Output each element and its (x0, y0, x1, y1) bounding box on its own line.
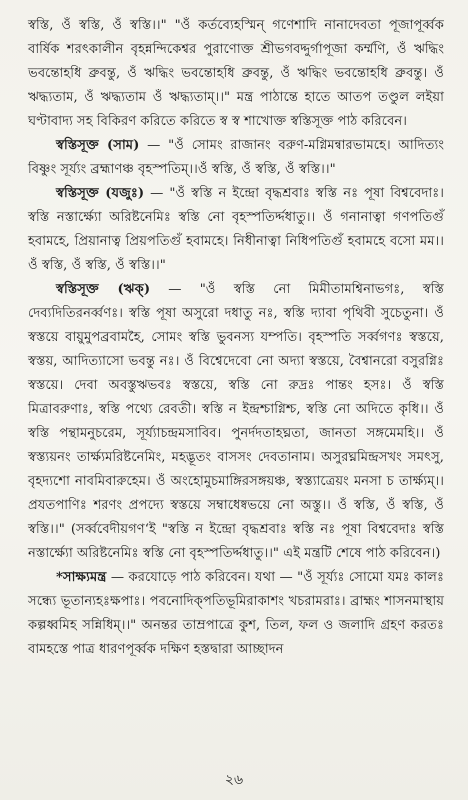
mantra-swastisukta-rik: — "ওঁ স্বস্তি নো মিমীতামশ্বিনাভগঃ, স্বস্তি দেব্যদিতিরনর্ব্বণঃ। স্বস্তি পূষা অসুরো দধাতু নঃ, স্বস্তি দ্যাবা পৃথিবী সুচেতুনা। ওঁ স্বস্তয়ে বায়ুমুপব্রবামহৈ, সোমং স্বস্তি ভুবনস্য যম্পতি। বৃহস্পতি সর্ব্বগণঃ স্বস্তয়ে, স্বস্তয়, আদিত্যাসো ভবন্তু নঃ। ওঁ বিশ্বেদেবো নো অদ্যা স্বস্তয়ে, বৈশ্বানরো বসুরগ্নিঃ স্বস্তয়ে। দেবা অবস্তুঋভবঃ স্বস্তয়ে, স্বস্তি নো রুদ্রঃ পান্তং হসঃ। ওঁ স্বস্তি মিত্রাবরুণাঃ, স্বস্তি পথ্যে রেবতী। স্বস্তি ন ইন্দ্রশ্চাগ্নিশ্চ, স্বস্তি নো অদিতে কৃধি।। ওঁ স্বস্তি পন্থামনুচরেম, সূর্য্যাচন্দ্রমসাবিব। পুনর্দদতাহঘ্নতা, জানতা সঙ্গমেমহি।। ওঁ স্বস্ত্যয়নং তার্ক্ষ্যমরিষ্টনেমিং, মহদ্ভূতং বাসসং দেবতানাম। অসুরঘ্নমিন্দ্রসখং সমৎসু, বৃহদ্যশো নাবমিবারুহেম। ওঁ অংহোমুচমাঙ্গিরসঙ্গয়ঞ্চ, স্বস্ত্যাত্রেয়ং মনসা চ তার্ক্ষ্যম্।। প্রযতপাণিঃ শরণং প্রপদ্যে স্বস্তয়ে সম্বাধেষ্বভয়ে নো অস্তু।। ওঁ স্বস্তি, ওঁ স্বস্তি, ওঁ স্বস্তি।।" (সর্ব্ববেদীয়গণ‘ই "স্বস্তি ন ইন্দ্রো বৃদ্ধশ্রবাঃ স্বস্তি নঃ পূষা বিশ্ববেদাঃ স্বস্তি নস্তার্ক্ষ্যো অরিষ্টনেমিঃ স্বস্তি নো বৃহস্পতির্দ্দধাতু।।" এই মন্ত্রটি শেষে পাঠ করিবেন।) (28, 282, 444, 561)
paragraph-swastisukta-sama (28, 134, 444, 182)
paragraph-swastisukta-rik (28, 278, 444, 566)
paragraph-intro-text: স্বস্তি, ওঁ স্বস্তি, ওঁ স্বস্তি।।" "ওঁ কর্তব্যেহস্মিন্ গণেশাদি নানাদেবতা পূজাপূর্ব্বক বার্ষিক শরৎকালীন বৃহন্নন্দিকেশ্বর পুরাণোক্ত শ্রীভগবদ্দুর্গাপূজা কর্ম্মণি, ওঁ ঋদ্ধিং ভবন্তোহধি ব্রুবন্তু, ওঁ ঋদ্ধিং ভবন্তোহধি ব্রুবন্তু, ওঁ ঋদ্ধিং ভবন্তোহধি ব্রুবন্তু। ওঁ ঋদ্ধ্যতাম, ওঁ ঋদ্ধ্যতাম ওঁ ঋদ্ধ্যতাম্।।" মন্ত্র পাঠান্তে হাতে আতপ তণ্ডুল লইয়া ঘণ্টাবাদ্য সহ বিকিরণ করিতে করিতে স্ব স্ব শাখোক্ত স্বস্তিসূক্ত পাঠ করিবেন। (28, 18, 444, 129)
heading-sakshya-mantra: *সাক্ষ্যমন্ত্র (56, 570, 107, 585)
page-number: ২৬ (224, 772, 244, 788)
mantra-swastisukta-yajuh: — "ওঁ স্বস্তি ন ইন্দ্রো বৃদ্ধশ্রবাঃ স্বস্তি নঃ পূষা বিশ্ববেদাঃ। স্বস্তি নস্তার্ক্ষ্যো অরিষ্টনেমিঃ স্বস্তি নো বৃহস্পতির্দ্দধাতু।। ওঁ গনানাত্বা গণপতিগুঁ হবামহে, প্রিয়ানাত্ব প্রিয়পতিগুঁ হবামহে। নিধীনাত্বা নিধিপতিগুঁ হবামহে বসো মম।। ওঁ স্বস্তি, ওঁ স্বস্তি, ওঁ স্বস্তি।।" (28, 186, 444, 273)
page-body (28, 14, 444, 662)
paragraph-sakshya-mantra (28, 566, 444, 662)
paragraph-intro (28, 14, 444, 134)
heading-swastisukta-rik: স্বস্তিসূক্ত (ঋক্) (56, 282, 151, 297)
paragraph-swastisukta-yajuh (28, 182, 444, 278)
heading-swastisukta-yajuh: স্বস্তিসূক্ত (যজুঃ) (56, 186, 145, 201)
heading-swastisukta-sama: স্বস্তিসূক্ত (সাম) (56, 138, 140, 153)
mantra-sakshya: — করযোড়ে পাঠ করিবেন। যথা — "ওঁ সূর্য্যঃ সোমো যমঃ কালঃ সন্ধ্যে ভূতান্যহঃক্ষপাঃ। পবনোদিক্‌পতিভূমিরাকাশং খচরামরাঃ। ব্রাহ্মং শাসনমাস্থায় কল্পধ্বমিহ সন্নিধিম্।।" অনন্তর তাম্রপাত্রে কুশ, তিল, ফল ও জলাদি গ্রহণ করতঃ বামহস্তে পাত্র ধারণপূর্ব্বক দক্ষিণ হস্তদ্বারা আচ্ছাদন (28, 570, 444, 657)
mantra-swastisukta-sama: — "ওঁ সোমং রাজানং বরুণ-মগ্নিমন্বারভামহে। আদিত্যং বিষ্ণুং সূর্য্যং ব্রহ্মাণঞ্চ বৃহস্পতিম্।।ওঁ স্বস্তি, ওঁ স্বস্তি, ওঁ স্বস্তি।।" (28, 138, 445, 177)
